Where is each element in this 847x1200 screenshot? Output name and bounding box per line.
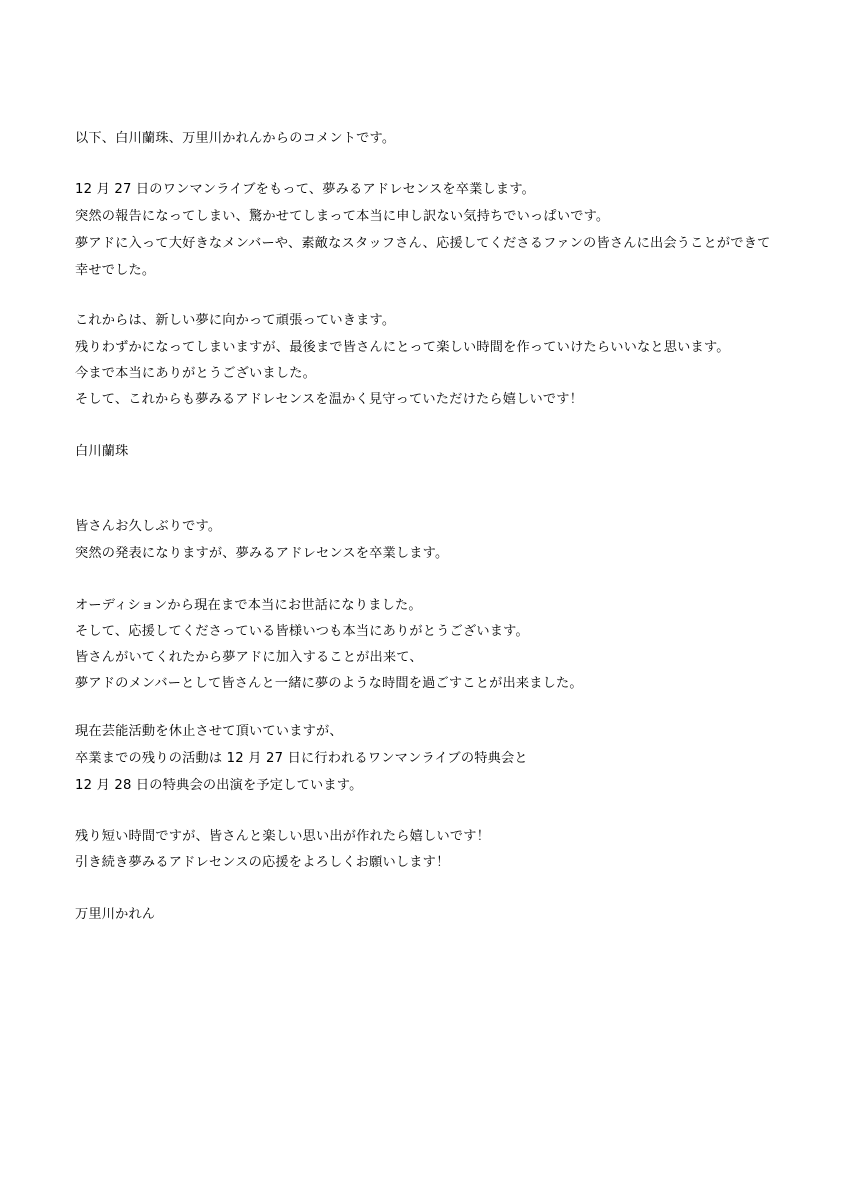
ranju-p1-line2: 突然の報告になってしまい、驚かせてしまって本当に申し訳ない気持ちでいっぱいです。 <box>75 209 610 224</box>
ranju-p1-line1: 12 月 27 日のワンマンライブをもって、夢みるアドレセンスを卒業します。 <box>75 182 536 197</box>
karen-p4-line2: 引き続き夢みるアドレセンスの応援をよろしくお願いします！ <box>75 855 450 870</box>
karen-p1-line2: 突然の発表になりますが、夢みるアドレセンスを卒業します。 <box>75 546 449 561</box>
ranju-p1-line3: 夢アドに入って大好きなメンバーや、素敵なスタッフさん、応援してくださるファンの皆さんに出会うことができて <box>75 236 771 251</box>
ranju-p2-line3: 今まで本当にありがとうございました。 <box>75 366 316 381</box>
karen-p2-line4: 夢アドのメンバーとして皆さんと一緒に夢のような時間を過ごすことが出来ました。 <box>75 676 583 691</box>
karen-signature: 万里川かれん <box>75 907 156 922</box>
karen-p1-line1: 皆さんお久しぶりです。 <box>75 519 222 534</box>
ranju-p2-line1: これからは、新しい夢に向かって頑張っていきます。 <box>75 313 396 328</box>
karen-p3-line1: 現在芸能活動を休止させて頂いていますが、 <box>75 724 343 739</box>
karen-p2-line1: オーディションから現在まで本当にお世話になりました。 <box>75 598 422 613</box>
ranju-signature: 白川蘭珠 <box>75 444 129 459</box>
intro-text: 以下、白川蘭珠、万里川かれんからのコメントです。 <box>75 131 396 146</box>
ranju-p2-line4: そして、これからも夢みるアドレセンスを温かく見守っていただけたら嬉しいです！ <box>75 392 584 407</box>
karen-p3-line2: 卒業までの残りの活動は 12 月 27 日に行われるワンマンライブの特典会と <box>75 751 528 766</box>
karen-p3-line3: 12 月 28 日の特典会の出演を予定しています。 <box>75 778 363 793</box>
ranju-p1-line4: 幸せでした。 <box>75 263 156 278</box>
karen-p4-line1: 残り短い時間ですが、皆さんと楽しい思い出が作れたら嬉しいです！ <box>75 829 491 844</box>
ranju-p2-line2: 残りわずかになってしまいますが、最後まで皆さんにとって楽しい時間を作っていけたらいいなと思います。 <box>75 340 730 355</box>
karen-p2-line2: そして、応援してくださっている皆様いつも本当にありがとうございます。 <box>75 624 529 639</box>
karen-p2-line3: 皆さんがいてくれたから夢アドに加入することが出来て、 <box>75 650 423 665</box>
